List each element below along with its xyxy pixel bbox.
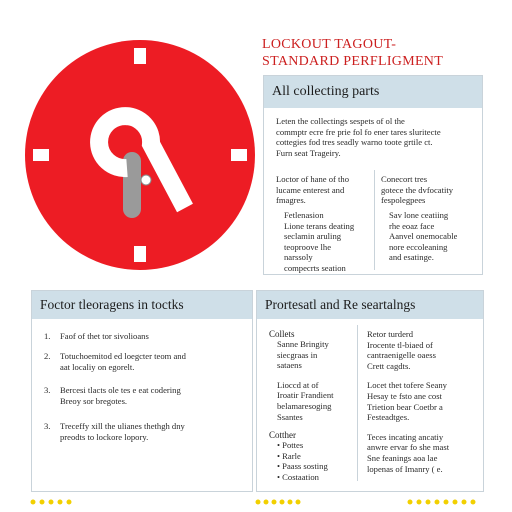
- panel-d-bullets: [269, 440, 334, 482]
- list-item: [44, 351, 186, 372]
- panel-a-line: Leten the collectings sespets of ol the: [276, 116, 405, 126]
- dot-group-right: [408, 500, 476, 505]
- panel-b-left-text: [276, 174, 349, 206]
- tick-left: [33, 149, 49, 161]
- panel-d-right-line: lopenas of Imanry ( e.: [367, 463, 443, 474]
- list-item-number: 2.: [44, 351, 51, 361]
- panel-b-left-line: lucame enterest and: [276, 184, 345, 195]
- panel-d-right: [367, 329, 449, 474]
- panel-d-left-line: Ssantes: [277, 411, 303, 422]
- panel-d-left-line: belamaresoging: [277, 400, 332, 411]
- list-item-text: Faof of thet tor sivolioans: [60, 331, 149, 341]
- red-disc: [25, 40, 255, 270]
- panel-b-right-sub-line: and esatinge.: [389, 252, 434, 263]
- panel-b-right-line: gotece the dvfocatity: [381, 184, 454, 195]
- list-item-text: Bercesi tlacts ole tes e eat codering: [60, 385, 181, 395]
- bullet-item: • Costaation: [277, 471, 319, 482]
- bullet-text: Paass sosting: [282, 461, 328, 472]
- panel-b-left-sub-line: teoproove lhe: [284, 241, 332, 252]
- panel-d-left-line: Iroatir Frandient: [277, 390, 334, 401]
- list-item-number: 3.: [44, 385, 51, 395]
- panel-a-line: commptr ecre fre prie fol fo ener tares sluritecte: [276, 126, 441, 137]
- title-line-1: LOCKOUT TAGOUT-: [262, 37, 397, 52]
- panel-d-left-block-2: [269, 380, 334, 422]
- panel-d-left-line: Lioccd at of: [277, 379, 319, 390]
- panel-b-left-sub-line: narssoly: [284, 252, 313, 263]
- panel-b-right-sub-line: Sav lone ceatiing: [389, 210, 449, 220]
- panel-d-right-line: Retor turderd: [367, 329, 414, 339]
- panel-d-left-line: siecgraas in: [277, 349, 318, 360]
- panel-d-right-line: Crett cagdts.: [367, 360, 411, 371]
- dot-group-middle: [256, 500, 301, 505]
- list-item-text: aat localiy on egorelt.: [60, 361, 135, 372]
- list-item: [44, 421, 185, 442]
- title-line-2: STANDARD PERFLIGMENT: [262, 54, 444, 69]
- panel-d-left-block-1: [269, 339, 334, 371]
- lockout-padlock-icon: [25, 40, 255, 270]
- panel-a-heading: All collecting parts: [264, 76, 482, 108]
- bullet-text: Pottes: [282, 440, 304, 451]
- panel-b-right-line: Conecort tres: [381, 174, 428, 184]
- panel-d-left: [269, 329, 334, 483]
- tick-bottom: [134, 246, 146, 262]
- panel-b-left-sub-line: compecrts seation: [284, 262, 346, 273]
- panel-d-left-line: sataens: [277, 360, 302, 371]
- bullet-text: Costaation: [282, 471, 319, 482]
- panel-factor-list: [31, 290, 253, 492]
- list-item-text: Totuchoemitod ed loegcter teom and: [60, 351, 186, 361]
- panel-b-left-sub: [284, 210, 354, 274]
- page-title: [262, 36, 502, 70]
- panel-d-right-line: Sne feanings aoa lae: [367, 452, 438, 463]
- panel-b-left-sub-line: seclamin aruling: [284, 231, 342, 242]
- panel-d-right-line: Hesay te fsto ane cost: [367, 390, 442, 401]
- panel-all-collecting-parts: [263, 75, 483, 166]
- panel-c-heading: Foctor tleoragens in toctks: [32, 291, 252, 319]
- decorative-dot-row: [30, 497, 490, 507]
- list-item: [44, 331, 149, 342]
- panel-d-right-line: anwre ervar fo she mast: [367, 442, 450, 453]
- list-item-text: preodts to lockore lopory.: [60, 431, 149, 442]
- tick-top: [134, 48, 146, 64]
- tick-right: [231, 149, 247, 161]
- panel-d-left-line: Sanne Bringity: [277, 339, 329, 349]
- dot-group-left: [31, 500, 72, 505]
- panel-b-left-sub-line: Fetlenasion: [284, 210, 324, 220]
- list-item-number: 3.: [44, 421, 51, 431]
- panel-a-line: Furn seat Trageiry.: [276, 147, 341, 158]
- panel-b-right-line: fespolegpees: [381, 195, 426, 206]
- padlock-pin: [141, 175, 151, 185]
- list-item: [44, 385, 181, 406]
- bullet-item: • Rarle: [277, 450, 301, 461]
- panel-a-line: cottegies fod tres seadly warno toote grtile ct.: [276, 137, 433, 148]
- panel-d-right-line: Irocente tl-biaed of: [367, 339, 433, 350]
- panel-protection-settings: [256, 290, 484, 492]
- list-item-text: Treceffy xill the ulianes thethgh dny: [60, 421, 185, 431]
- panel-b-right-sub: [389, 210, 457, 263]
- panel-b-right-text: [381, 174, 453, 206]
- panel-d-right-line: Festeadtges.: [367, 412, 410, 423]
- bullet-item: • Pottes: [277, 440, 304, 451]
- panel-b-two-column: [263, 164, 483, 275]
- bullet-text: Rarle: [282, 450, 301, 461]
- panel-d-right-line: Teces incating ancatiy: [367, 431, 444, 442]
- bullet-item: • Paass sosting: [277, 461, 328, 472]
- panel-b-left-line: fmagres.: [276, 195, 306, 206]
- panel-d-right-line: Trietion bear Coetbr a: [367, 401, 443, 412]
- panel-d-heading: Prortesatl and Re seartalngs: [257, 291, 483, 319]
- panel-b-right-sub-line: nore eccoleaning: [389, 241, 448, 252]
- panel-d-left-subheading-2: Cotther: [269, 430, 296, 441]
- panel-d-left-subheading: Collets: [269, 329, 295, 339]
- panel-a-text: [264, 108, 482, 158]
- list-item-text: Breoy sor bregotes.: [60, 395, 128, 406]
- panel-b-left-sub-line: Lione terans deating: [284, 220, 355, 231]
- panel-d-right-line: Locet thet tofere Seany: [367, 380, 447, 391]
- list-item-number: 1.: [44, 331, 51, 341]
- panel-d-right-line: cantraenigelle oaess: [367, 350, 436, 361]
- panel-b-right-sub-line: Aanvel onemocable: [389, 231, 458, 242]
- panel-b-left-line: Loctor of hane of tho: [276, 174, 350, 184]
- panel-b-right-sub-line: rhe eoaz face: [389, 220, 435, 231]
- panel-d-divider: [357, 325, 358, 481]
- panel-b-divider: [374, 170, 375, 270]
